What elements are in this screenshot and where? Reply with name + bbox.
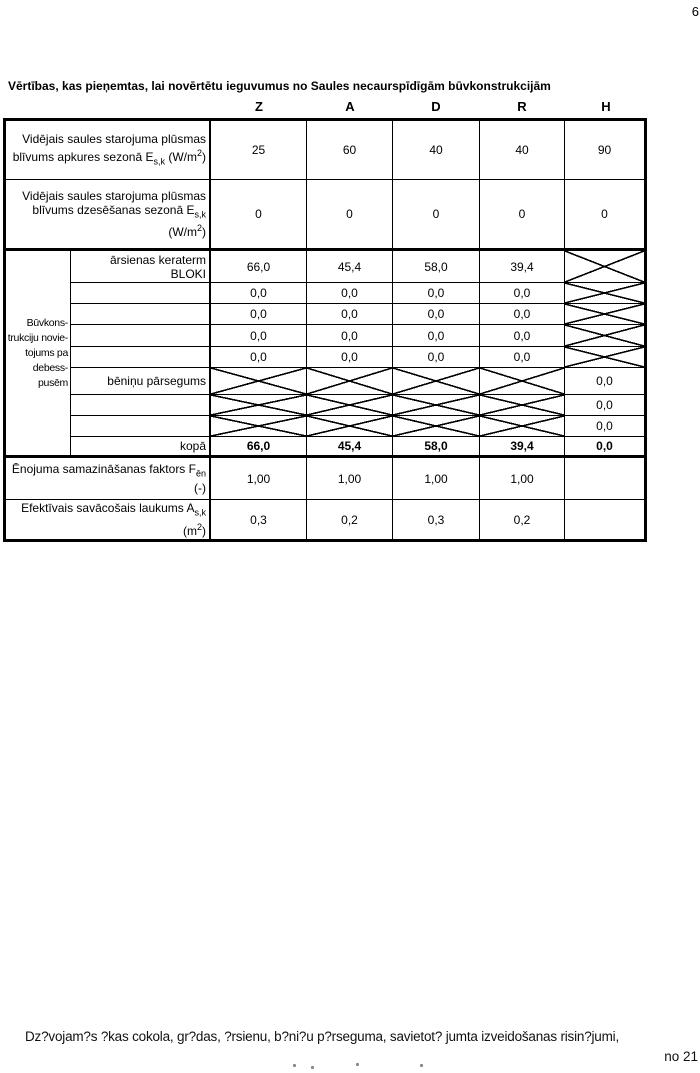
cell-h-zero: 0,0 <box>565 416 644 437</box>
cell-zero: 0,0 <box>211 283 307 304</box>
cell-dzes-d: 0 <box>393 180 480 251</box>
cell-dzes-z: 0 <box>211 180 307 251</box>
values-table <box>3 118 647 542</box>
cell-apkures-r: 40 <box>480 121 565 180</box>
cell-zero: 0,0 <box>480 325 565 347</box>
row-label-apkures: Vidējais saules starojuma plūsmas blīvums apkures sezonā $E_{s,k}$ $(W/m^2)$ <box>6 121 211 180</box>
cell-enojuma-h-empty <box>565 458 644 500</box>
empty-row-label <box>71 304 211 325</box>
empty-row-label <box>71 416 211 437</box>
cell-kopa-h: 0,0 <box>565 437 644 458</box>
cell-apkures-z: 25 <box>211 121 307 180</box>
column-header-z: Z <box>255 99 263 114</box>
cell-arsienas-r: 39,4 <box>480 251 565 283</box>
cell-zero: 0,0 <box>211 304 307 325</box>
row-label-dzesesanas: Vidējais saules starojuma plūsmas blīvums dzesēšanas sezonā $E_{s,k}$ $(W/m^2)$ <box>6 180 211 251</box>
page-number: 6 <box>691 4 699 19</box>
cell-zero: 0,0 <box>393 325 480 347</box>
cell-crossed <box>211 395 307 416</box>
cell-crossed <box>565 325 644 347</box>
cell-apkures-a: 60 <box>307 121 393 180</box>
cell-crossed <box>565 304 644 325</box>
cell-crossed <box>480 395 565 416</box>
column-header-h: H <box>601 99 611 114</box>
cell-zero: 0,0 <box>307 347 393 368</box>
cell-zero: 0,0 <box>480 347 565 368</box>
column-header-r: R <box>517 99 527 114</box>
cell-crossed <box>480 416 565 437</box>
cell-dzes-r: 0 <box>480 180 565 251</box>
cell-zero: 0,0 <box>307 283 393 304</box>
empty-row-label <box>71 283 211 304</box>
section-label-orientation: Būvkons- trukciju novie- tojums pa debess-pusēm <box>6 251 71 458</box>
cell-efektivais-a: 0,2 <box>307 500 393 539</box>
row-label-arsienas-bloki: ārsienas keraterm BLOKI <box>71 251 211 283</box>
cell-kopa-a: 45,4 <box>307 437 393 458</box>
cell-apkures-d: 40 <box>393 121 480 180</box>
cell-enojuma-d: 1,00 <box>393 458 480 500</box>
cell-zero: 0,0 <box>211 325 307 347</box>
column-header-d: D <box>431 99 441 114</box>
cell-arsienas-z: 66,0 <box>211 251 307 283</box>
cell-crossed <box>307 416 393 437</box>
cell-zero: 0,0 <box>211 347 307 368</box>
cell-crossed <box>393 368 480 395</box>
cell-crossed <box>480 368 565 395</box>
cell-enojuma-a: 1,00 <box>307 458 393 500</box>
cell-crossed <box>211 416 307 437</box>
cell-enojuma-r: 1,00 <box>480 458 565 500</box>
cut-off-text-remnant <box>356 1063 359 1066</box>
cell-apkures-h: 90 <box>565 121 644 180</box>
page-title: Vērtības, kas pieņemtas, lai novērtētu ieguvumus no Saules necaurspīdīgām būvkonstrukcijām <box>8 79 551 93</box>
cell-zero: 0,0 <box>480 283 565 304</box>
cell-zero: 0,0 <box>307 304 393 325</box>
cell-h-zero: 0,0 <box>565 395 644 416</box>
cell-crossed <box>565 283 644 304</box>
cell-zero: 0,0 <box>393 304 480 325</box>
cell-kopa-d: 58,0 <box>393 437 480 458</box>
bottom-paragraph: Dz?vojam?s ?kas cokola, gr?das, ?rsienu, b?ni?u p?rseguma, savietot? jumta izveidošanas risin?jumi, <box>25 1029 620 1044</box>
cell-crossed <box>565 347 644 368</box>
cell-crossed <box>393 416 480 437</box>
cell-crossed <box>393 395 480 416</box>
cell-crossed <box>307 395 393 416</box>
cell-zero: 0,0 <box>393 347 480 368</box>
row-label-enojuma: Ēnojuma samazināšanas faktors $F_{ēn}$ (-) <box>6 458 211 500</box>
cell-kopa-r: 39,4 <box>480 437 565 458</box>
cell-zero: 0,0 <box>393 283 480 304</box>
cell-kopa-z: 66,0 <box>211 437 307 458</box>
empty-row-label <box>71 395 211 416</box>
cut-off-text-remnant <box>293 1064 296 1067</box>
cut-off-text-remnant <box>420 1064 423 1067</box>
cell-crossed <box>211 368 307 395</box>
empty-row-label <box>71 347 211 368</box>
empty-row-label <box>71 325 211 347</box>
cut-off-text-remnant <box>311 1066 314 1069</box>
cell-beninu-h: 0,0 <box>565 368 644 395</box>
row-label-kopa: kopā <box>71 437 211 458</box>
cell-arsienas-a: 45,4 <box>307 251 393 283</box>
cell-zero: 0,0 <box>307 325 393 347</box>
cell-enojuma-z: 1,00 <box>211 458 307 500</box>
cell-efektivais-h-empty <box>565 500 644 539</box>
cell-crossed <box>565 251 644 283</box>
cell-dzes-h: 0 <box>565 180 644 251</box>
row-label-efektivais: Efektīvais savācošais laukums $A_{s,k}$ $(m^2)$ <box>6 500 211 539</box>
cell-arsienas-d: 58,0 <box>393 251 480 283</box>
cell-dzes-a: 0 <box>307 180 393 251</box>
footer-page-ref: no 21 <box>664 1049 698 1064</box>
row-label-beninu: bēniņu pārsegums <box>71 368 211 395</box>
cell-efektivais-d: 0,3 <box>393 500 480 539</box>
column-header-a: A <box>345 99 355 114</box>
cell-efektivais-z: 0,3 <box>211 500 307 539</box>
cell-efektivais-r: 0,2 <box>480 500 565 539</box>
cell-crossed <box>307 368 393 395</box>
cell-zero: 0,0 <box>480 304 565 325</box>
